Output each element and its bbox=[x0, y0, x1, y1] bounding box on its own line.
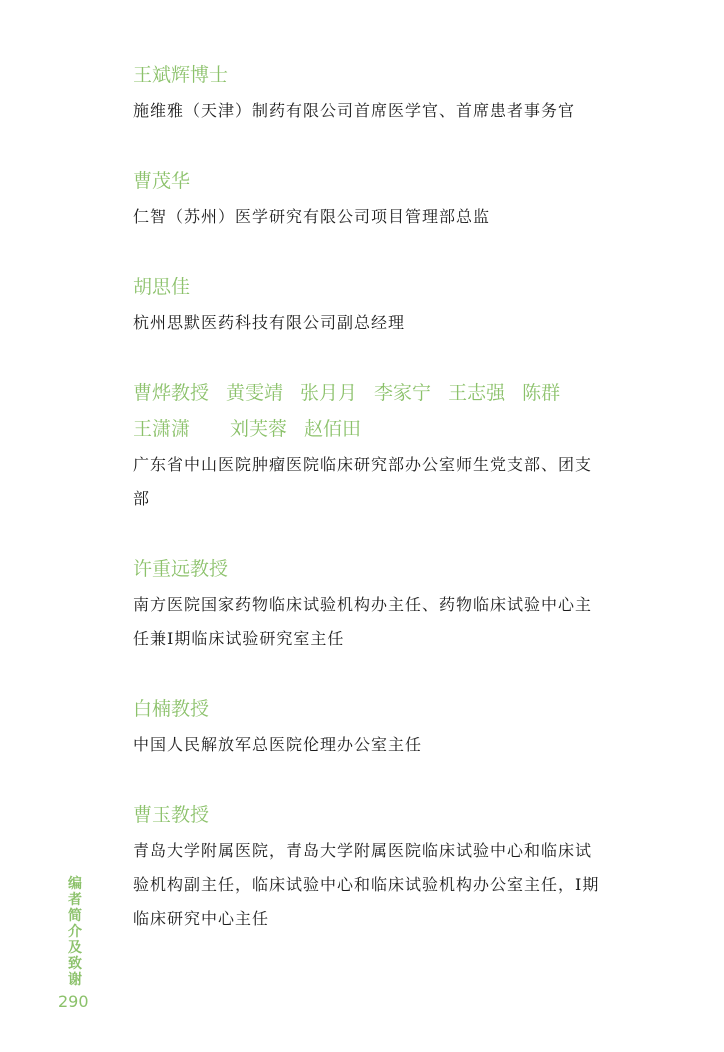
contributor-affiliation: 施维雅（天津）制药有限公司首席医学官、首席患者事务官 bbox=[133, 101, 576, 120]
contributor-entry bbox=[133, 58, 603, 128]
contributor-entry-group bbox=[133, 376, 603, 516]
contributor-affiliation: 仁智（苏州）医学研究有限公司项目管理部总监 bbox=[133, 207, 491, 226]
contributor-name: 张月月 bbox=[300, 382, 358, 404]
contributor-name: 刘芙蓉 bbox=[230, 418, 288, 440]
contributor-name: 赵佰田 bbox=[304, 418, 362, 440]
contributor-affiliation: 杭州思默医药科技有限公司副总经理 bbox=[133, 313, 406, 332]
contributor-names-row bbox=[133, 412, 603, 446]
contributor-name: 李家宁 bbox=[374, 382, 432, 404]
contributor-entry bbox=[133, 164, 603, 234]
contributor-entry bbox=[133, 692, 603, 762]
page-number: 290 bbox=[58, 992, 89, 1011]
contributors-list bbox=[133, 58, 603, 972]
contributor-names-row bbox=[133, 376, 603, 410]
contributor-name: 陈群 bbox=[522, 382, 561, 404]
contributor-name: 许重远教授 bbox=[133, 558, 229, 580]
contributor-affiliation: 中国人民解放军总医院伦理办公室主任 bbox=[133, 735, 423, 754]
contributor-name: 曹茂华 bbox=[133, 170, 191, 192]
section-side-label: 编者简介及致谢 bbox=[68, 876, 82, 988]
contributor-entry bbox=[133, 798, 603, 936]
contributor-name: 曹玉教授 bbox=[133, 804, 210, 826]
contributor-name: 胡思佳 bbox=[133, 276, 191, 298]
contributor-affiliation: 广东省中山医院肿瘤医院临床研究部办公室师生党支部、团支部 bbox=[133, 455, 593, 508]
contributor-name: 王志强 bbox=[448, 382, 506, 404]
contributor-entry bbox=[133, 552, 603, 656]
contributor-entry bbox=[133, 270, 603, 340]
contributor-name: 王斌辉博士 bbox=[133, 64, 229, 86]
contributor-affiliation: 青岛大学附属医院，青岛大学附属医院临床试验中心和临床试验机构副主任，临床试验中心和临床试验机构办公室主任，I期临床研究中心主任 bbox=[133, 841, 600, 928]
contributor-name: 曹烨教授 bbox=[133, 382, 210, 404]
contributor-name: 白楠教授 bbox=[133, 698, 210, 720]
contributor-name: 黄雯靖 bbox=[226, 382, 284, 404]
contributor-name: 王潇潇 bbox=[133, 418, 191, 440]
contributor-affiliation: 南方医院国家药物临床试验机构办主任、药物临床试验中心主任兼Ⅰ期临床试验研究室主任 bbox=[133, 595, 593, 648]
